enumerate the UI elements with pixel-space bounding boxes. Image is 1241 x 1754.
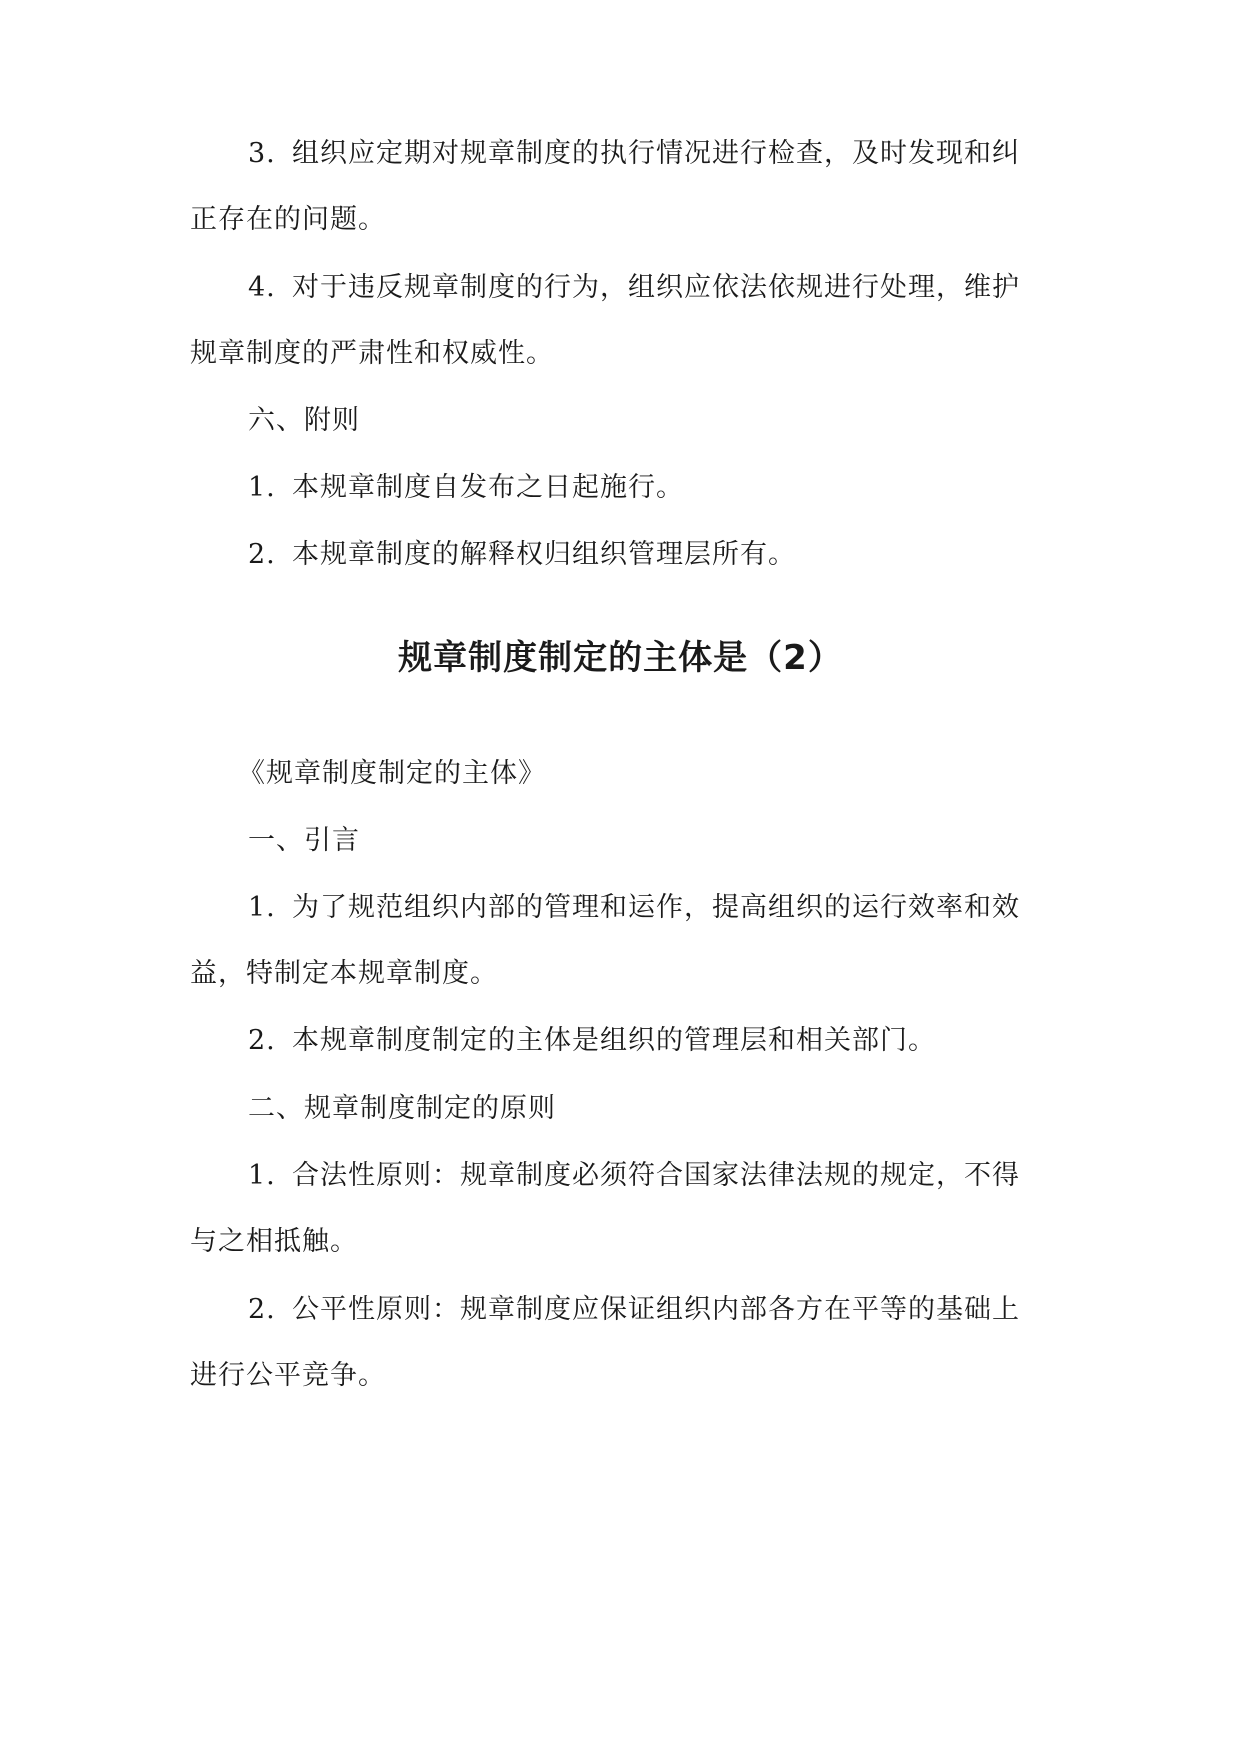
intro-item-2: [248, 1023, 936, 1059]
item-number: 3.: [248, 138, 276, 169]
item-text: 本规章制度的解释权归组织管理层所有。: [292, 539, 796, 570]
principle-2-line-2: 进行公平竞争。: [190, 1360, 386, 1391]
item-number: 1.: [248, 1160, 276, 1191]
intro-item-1-line-1: [248, 890, 1020, 926]
principle-1-line-1: [248, 1158, 1020, 1194]
item-number: 2.: [248, 539, 276, 570]
item-text: 合法性原则：规章制度必须符合国家法律法规的规定，不得: [292, 1160, 1020, 1191]
item-3-line-1: [248, 136, 1020, 172]
item-4-line-1: [248, 270, 1020, 306]
item-text: 为了规范组织内部的管理和运作，提高组织的运行效率和效: [292, 892, 1020, 923]
appendix-item-2: [248, 537, 796, 573]
item-number: 1.: [248, 472, 276, 503]
item-number: 2.: [248, 1025, 276, 1056]
principle-1-line-2: 与之相抵触。: [190, 1226, 358, 1257]
item-text: 公平性原则：规章制度应保证组织内部各方在平等的基础上: [292, 1294, 1020, 1325]
item-number: 4.: [248, 272, 276, 303]
appendix-item-1: [248, 470, 684, 506]
item-text: 本规章制度自发布之日起施行。: [292, 472, 684, 503]
section-heading-intro: 一、引言: [248, 825, 360, 856]
section-heading-principles: 二、规章制度制定的原则: [248, 1093, 556, 1124]
section-heading-appendix: 六、附则: [248, 405, 360, 436]
intro-item-1-line-2: 益，特制定本规章制度。: [190, 958, 498, 989]
item-number: 2.: [248, 1294, 276, 1325]
item-4-line-2: 规章制度的严肃性和权威性。: [190, 338, 554, 369]
item-text: 组织应定期对规章制度的执行情况进行检查，及时发现和纠: [292, 138, 1020, 169]
principle-2-line-1: [248, 1292, 1020, 1328]
regulation-name: 《规章制度制定的主体》: [238, 758, 546, 789]
item-number: 1.: [248, 892, 276, 923]
item-text: 本规章制度制定的主体是组织的管理层和相关部门。: [292, 1025, 936, 1056]
document-title: 规章制度制定的主体是（2）: [398, 638, 843, 678]
item-3-line-2: 正存在的问题。: [190, 204, 386, 235]
item-text: 对于违反规章制度的行为，组织应依法依规进行处理，维护: [292, 272, 1020, 303]
